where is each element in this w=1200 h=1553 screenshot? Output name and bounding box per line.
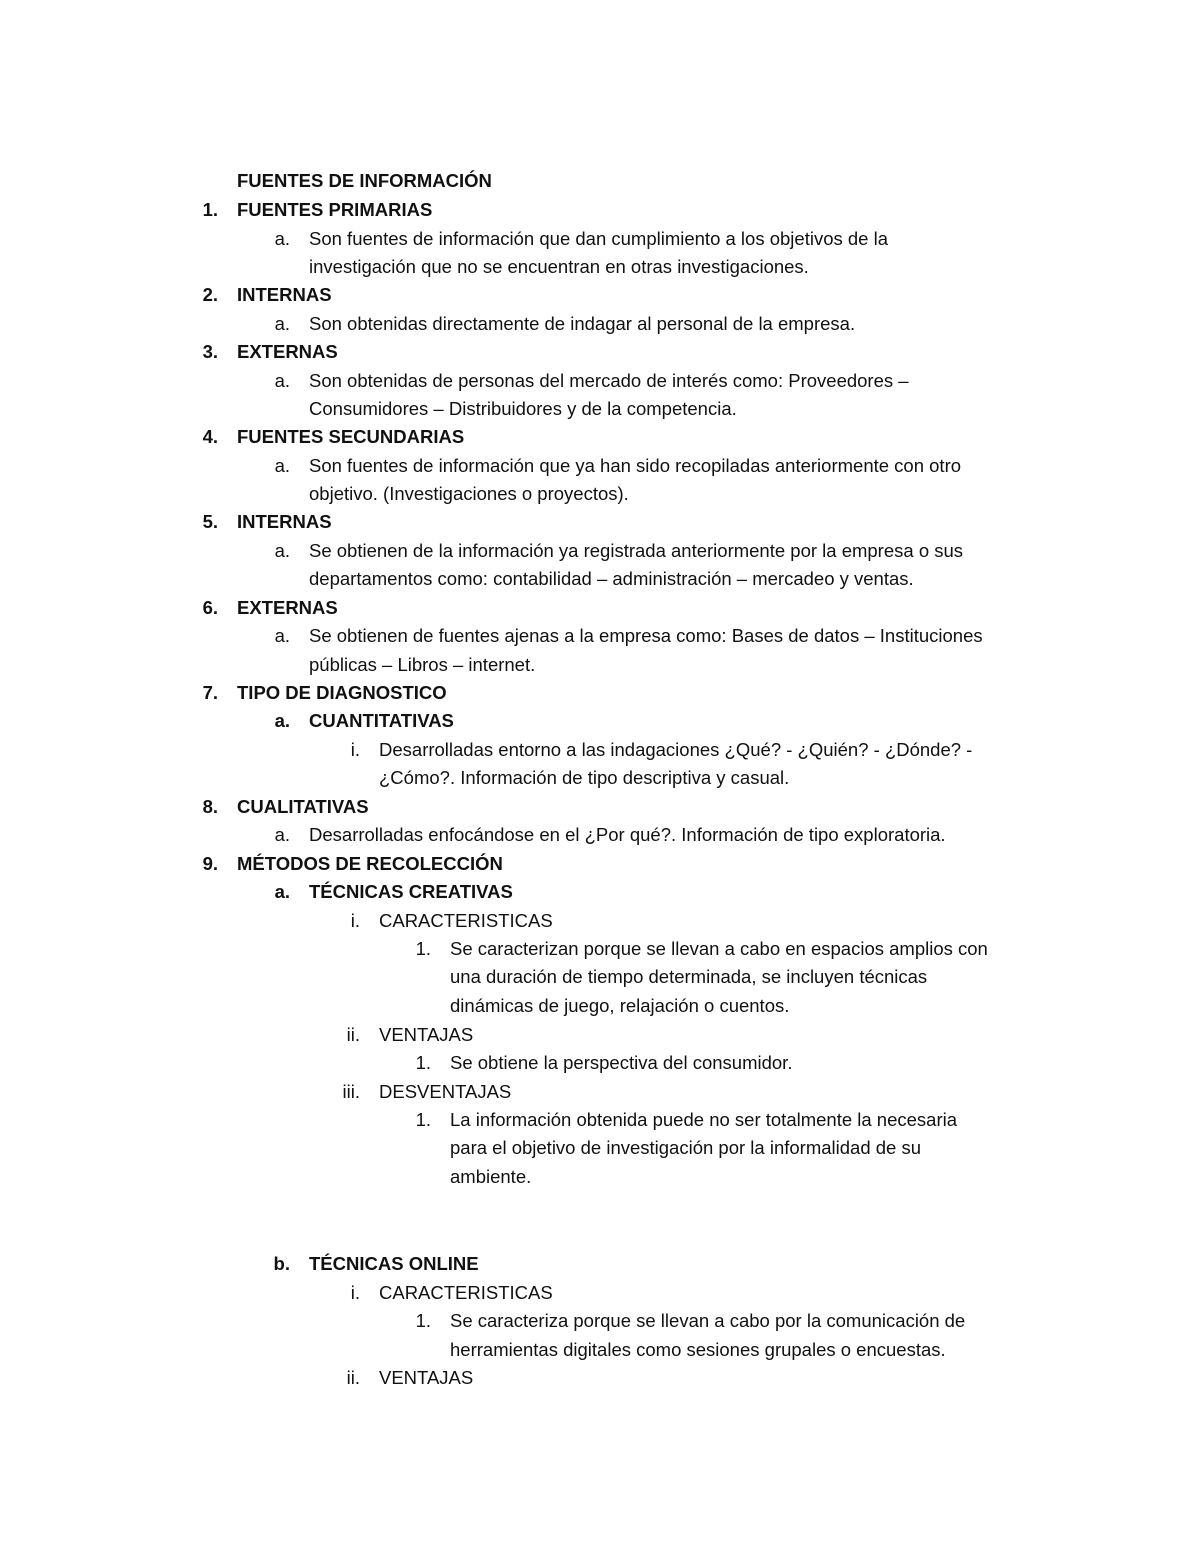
list-item bbox=[0, 1163, 1200, 1191]
list-item bbox=[0, 253, 1200, 281]
list-marker: 1. bbox=[202, 199, 218, 220]
list-text: ¿Cómo?. Información de tipo descriptiva y casual. bbox=[379, 767, 790, 788]
list-item bbox=[0, 1250, 1200, 1278]
list-text: VENTAJAS bbox=[379, 1024, 474, 1045]
list-text: Desarrolladas entorno a las indagaciones ¿Qué? - ¿Quién? - ¿Dónde? - bbox=[379, 739, 973, 760]
list-text: CUANTITATIVAS bbox=[309, 710, 454, 731]
list-marker: a. bbox=[274, 313, 290, 334]
list-marker: 7. bbox=[202, 682, 218, 703]
list-text: INTERNAS bbox=[237, 284, 332, 305]
list-marker: 5. bbox=[202, 511, 218, 532]
list-text: DESVENTAJAS bbox=[379, 1081, 512, 1102]
list-marker: 9. bbox=[202, 853, 218, 874]
list-marker: i. bbox=[350, 739, 360, 760]
list-marker: a. bbox=[274, 370, 290, 391]
list-marker: 1. bbox=[415, 1052, 431, 1073]
list-text: Son obtenidas directamente de indagar al personal de la empresa. bbox=[309, 313, 856, 334]
list-text: Son fuentes de información que dan cumplimiento a los objetivos de la bbox=[309, 228, 888, 249]
list-text: una duración de tiempo determinada, se incluyen técnicas bbox=[450, 966, 928, 987]
list-text: Son fuentes de información que ya han sido recopiladas anteriormente con otro bbox=[309, 455, 962, 476]
list-text: para el objetivo de investigación por la informalidad de su bbox=[450, 1137, 922, 1158]
list-text: VENTAJAS bbox=[379, 1367, 474, 1388]
list-text: Desarrolladas enfocándose en el ¿Por qué?. Información de tipo exploratoria. bbox=[309, 824, 946, 845]
list-text: herramientas digitales como sesiones grupales o encuestas. bbox=[450, 1339, 946, 1360]
list-text: FUENTES PRIMARIAS bbox=[237, 199, 433, 220]
list-text: TIPO DE DIAGNOSTICO bbox=[237, 682, 447, 703]
list-marker: a. bbox=[274, 228, 290, 249]
list-item bbox=[0, 1279, 1200, 1307]
list-text: INTERNAS bbox=[237, 511, 332, 532]
list-text: investigación que no se encuentran en otras investigaciones. bbox=[309, 256, 809, 277]
list-item bbox=[0, 850, 1200, 878]
list-item bbox=[0, 1134, 1200, 1162]
list-marker: a. bbox=[274, 625, 290, 646]
list-marker: ii. bbox=[346, 1367, 360, 1388]
list-text: TÉCNICAS CREATIVAS bbox=[309, 881, 513, 902]
list-item bbox=[0, 1364, 1200, 1392]
list-item bbox=[0, 423, 1200, 451]
list-item bbox=[0, 935, 1200, 963]
list-item bbox=[0, 281, 1200, 309]
list-marker: ii. bbox=[346, 1024, 360, 1045]
list-text: Se obtiene la perspectiva del consumidor. bbox=[450, 1052, 793, 1073]
list-text: FUENTES SECUNDARIAS bbox=[237, 426, 465, 447]
list-item bbox=[0, 196, 1200, 224]
list-marker: a. bbox=[274, 824, 290, 845]
list-marker: a. bbox=[274, 540, 290, 561]
list-item bbox=[0, 565, 1200, 593]
list-item bbox=[0, 338, 1200, 366]
list-item bbox=[0, 1336, 1200, 1364]
list-text: EXTERNAS bbox=[237, 597, 338, 618]
list-text: Consumidores – Distribuidores y de la competencia. bbox=[309, 398, 737, 419]
list-text: EXTERNAS bbox=[237, 341, 338, 362]
list-marker: 1. bbox=[415, 938, 431, 959]
list-item bbox=[0, 537, 1200, 565]
list-item bbox=[0, 1021, 1200, 1049]
list-item bbox=[0, 821, 1200, 849]
list-marker: 4. bbox=[202, 426, 218, 447]
list-item bbox=[0, 1307, 1200, 1335]
list-item bbox=[0, 1106, 1200, 1134]
list-marker: 8. bbox=[202, 796, 218, 817]
list-text: departamentos como: contabilidad – administración – mercadeo y ventas. bbox=[309, 568, 914, 589]
list-item bbox=[0, 594, 1200, 622]
list-marker: i. bbox=[350, 1282, 360, 1303]
list-marker: 3. bbox=[202, 341, 218, 362]
list-item bbox=[0, 963, 1200, 991]
list-text: CUALITATIVAS bbox=[237, 796, 369, 817]
list-text: MÉTODOS DE RECOLECCIÓN bbox=[237, 853, 503, 874]
list-item bbox=[0, 878, 1200, 906]
list-marker: iii. bbox=[342, 1081, 360, 1102]
list-item bbox=[0, 452, 1200, 480]
list-text: Se caracterizan porque se llevan a cabo en espacios amplios con bbox=[450, 938, 988, 959]
list-marker: 6. bbox=[202, 597, 218, 618]
list-marker: b. bbox=[273, 1253, 290, 1274]
list-text: La información obtenida puede no ser totalmente la necesaria bbox=[450, 1109, 958, 1130]
list-item bbox=[0, 480, 1200, 508]
list-item bbox=[0, 651, 1200, 679]
list-marker: i. bbox=[350, 910, 360, 931]
list-item bbox=[0, 679, 1200, 707]
list-text: ambiente. bbox=[450, 1166, 532, 1187]
list-item bbox=[0, 367, 1200, 395]
list-item bbox=[0, 707, 1200, 735]
list-item bbox=[0, 1049, 1200, 1077]
list-item bbox=[0, 508, 1200, 536]
list-text: Se obtienen de la información ya registrada anteriormente por la empresa o sus bbox=[309, 540, 964, 561]
list-marker: a. bbox=[274, 710, 290, 731]
document-title bbox=[237, 167, 492, 195]
list-item bbox=[0, 764, 1200, 792]
list-item bbox=[0, 1078, 1200, 1106]
list-text: públicas – Libros – internet. bbox=[309, 654, 536, 675]
list-marker: 1. bbox=[415, 1310, 431, 1331]
list-text: TÉCNICAS ONLINE bbox=[309, 1253, 479, 1274]
list-marker: 2. bbox=[202, 284, 218, 305]
list-item bbox=[0, 225, 1200, 253]
list-item bbox=[0, 793, 1200, 821]
list-text: Se obtienen de fuentes ajenas a la empresa como: Bases de datos – Instituciones bbox=[309, 625, 983, 646]
list-marker: 1. bbox=[415, 1109, 431, 1130]
list-item bbox=[0, 907, 1200, 935]
list-item bbox=[0, 310, 1200, 338]
list-marker: a. bbox=[274, 455, 290, 476]
list-item bbox=[0, 736, 1200, 764]
document-title-text: FUENTES DE INFORMACIÓN bbox=[237, 170, 492, 191]
list-item bbox=[0, 992, 1200, 1020]
list-text: dinámicas de juego, relajación o cuentos. bbox=[450, 995, 790, 1016]
list-text: Son obtenidas de personas del mercado de interés como: Proveedores – bbox=[309, 370, 909, 391]
list-item bbox=[0, 622, 1200, 650]
list-text: Se caracteriza porque se llevan a cabo por la comunicación de bbox=[450, 1310, 966, 1331]
list-text: CARACTERISTICAS bbox=[379, 1282, 553, 1303]
list-item bbox=[0, 395, 1200, 423]
list-text: objetivo. (Investigaciones o proyectos). bbox=[309, 483, 629, 504]
list-text: CARACTERISTICAS bbox=[379, 910, 553, 931]
list-marker: a. bbox=[274, 881, 290, 902]
